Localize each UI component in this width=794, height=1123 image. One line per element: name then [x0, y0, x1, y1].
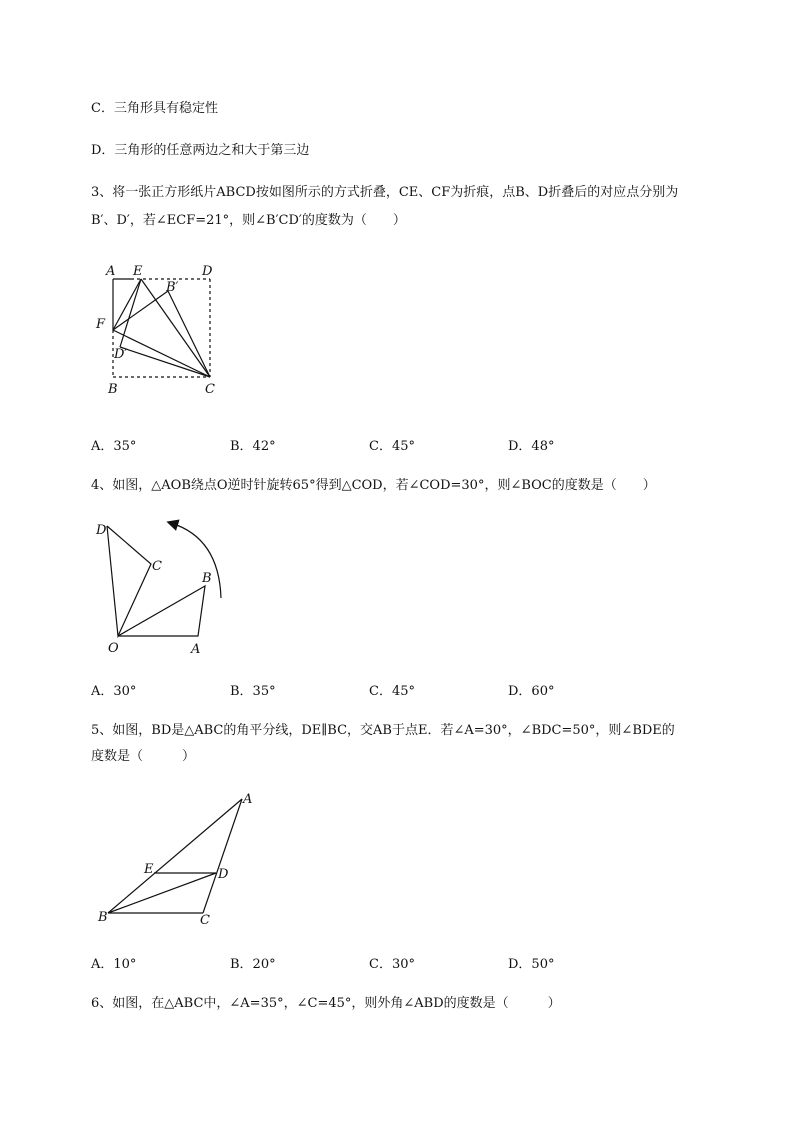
q3-fold-D1C	[120, 347, 210, 377]
q4-option-a[interactable]: A．30°	[91, 684, 137, 699]
q3-label-F: F	[96, 317, 106, 332]
q5-option-c[interactable]: C．30°	[369, 957, 415, 972]
q5-options	[91, 953, 651, 971]
q4-triangle-COD	[107, 526, 151, 636]
q5-figure	[90, 785, 265, 930]
q5-option-a[interactable]: A．10°	[91, 957, 137, 972]
q4-stem-line1: 4、如图，△AOB绕点O逆时针旋转65°得到△COD，若∠COD=30°，则∠BOC的度数是（ ）	[91, 478, 656, 493]
q3-fold-B1C	[168, 291, 210, 377]
q5-label-E: E	[144, 862, 154, 877]
q4-option-d[interactable]: D．60°	[508, 684, 555, 699]
q3-label-C: C	[205, 382, 215, 397]
q4-option-c[interactable]: C．45°	[369, 684, 415, 699]
q6-stem-line1: 6、如图，在△ABC中，∠A=35°，∠C=45°，则外角∠ABD的度数是（ ）	[91, 996, 561, 1011]
q4-rotation-arrow	[171, 523, 221, 598]
q5-stem-line2: 度数是（ ）	[91, 749, 196, 764]
q5-stem-line1: 5、如图，BD是△ABC的角平分线，DE∥BC，交AB于点E．若∠A=30°，∠BDC=50°，则∠BDE的	[91, 723, 675, 738]
q5-bisector-BD	[108, 873, 216, 913]
q3-options	[91, 435, 651, 453]
q5-label-D: D	[218, 867, 229, 882]
q4-label-O: O	[108, 641, 119, 656]
q5-label-C: C	[200, 913, 210, 928]
q3-option-d[interactable]: D．48°	[508, 439, 555, 454]
q5-label-B: B	[98, 910, 108, 925]
q3-label-A: A	[106, 264, 116, 279]
q3-stem-line2: B′、D′，若∠ECF=21°，则∠B′CD′的度数为（ ）	[91, 213, 406, 228]
option-d-text: D．三角形的任意两边之和大于第三边	[91, 143, 310, 158]
q3-figure	[80, 255, 230, 400]
q5-label-A: A	[243, 792, 253, 807]
q4-triangle-AOB	[118, 586, 205, 636]
option-c-text: C．三角形具有稳定性	[91, 101, 218, 116]
q3-fold-FB1	[113, 291, 168, 330]
q3-option-c[interactable]: C．45°	[369, 439, 415, 454]
q3-option-b[interactable]: B．42°	[230, 439, 276, 454]
q3-label-D-prime: D′	[114, 347, 128, 362]
q3-label-B-prime: B′	[166, 280, 179, 295]
q4-label-C: C	[152, 559, 162, 574]
q3-option-a[interactable]: A．35°	[91, 439, 137, 454]
q3-stem-line1: 3、将一张正方形纸片ABCD按如图所示的方式折叠，CE、CF为折痕，点B、D折叠后的对应点分别为	[91, 185, 679, 200]
q4-option-b[interactable]: B．35°	[230, 684, 276, 699]
q4-label-B: B	[202, 571, 212, 586]
q5-option-b[interactable]: B．20°	[230, 957, 276, 972]
q4-figure	[85, 508, 235, 658]
q4-label-A: A	[191, 642, 201, 657]
q3-label-D: D	[202, 264, 213, 279]
q3-crease-FC	[113, 330, 210, 377]
q4-label-D: D	[96, 523, 107, 538]
q5-option-d[interactable]: D．50°	[508, 957, 555, 972]
q4-options	[91, 680, 651, 698]
q3-label-E: E	[133, 264, 143, 279]
q3-label-B: B	[108, 382, 118, 397]
